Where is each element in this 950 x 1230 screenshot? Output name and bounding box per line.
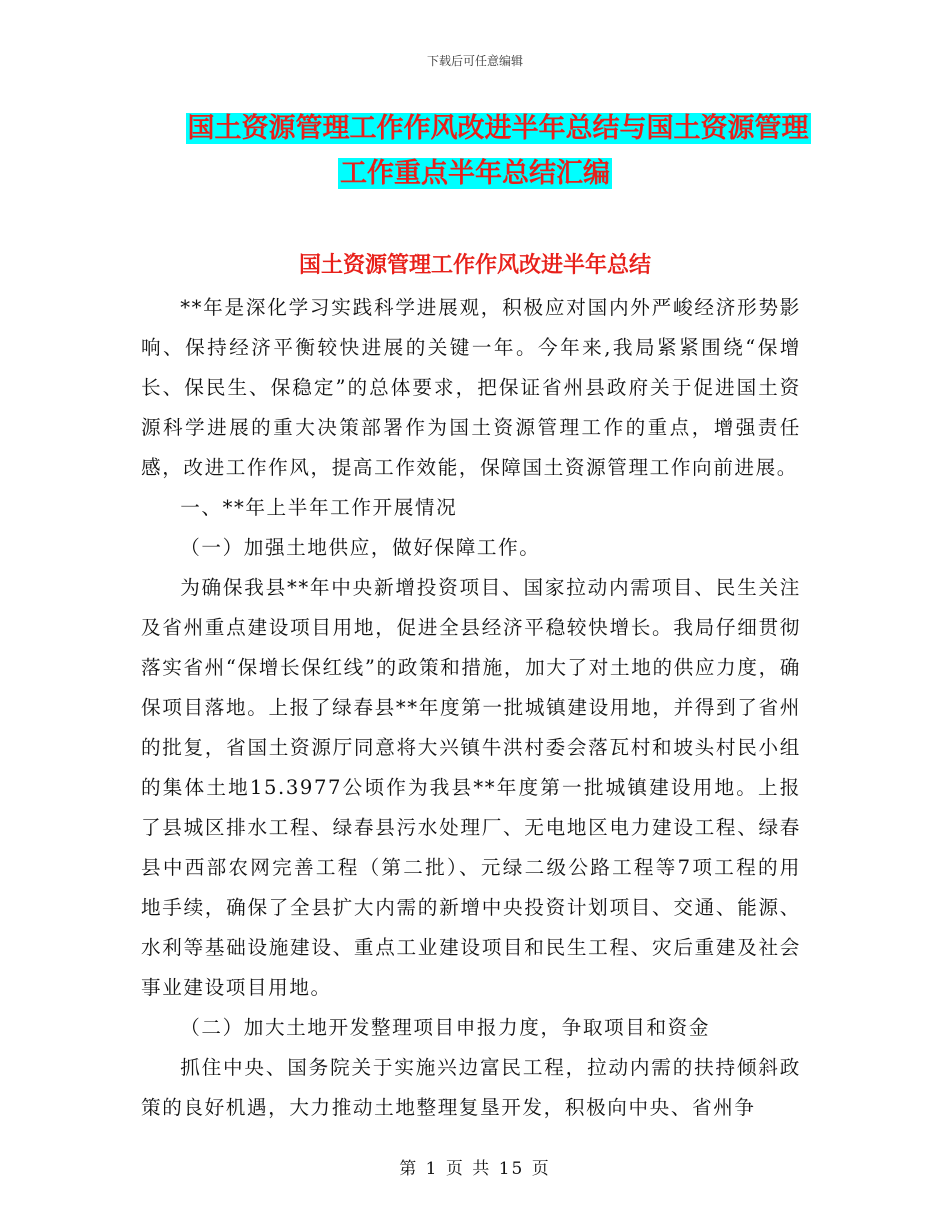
page-footer: 第 1 页 共 15 页 bbox=[399, 1159, 551, 1179]
heading-section-1: 一、**年上半年工作开展情况 bbox=[180, 496, 458, 519]
paragraph-intro: **年是深化学习实践科学进展观，积极应对国内外严峻经济形势影响、保持经济平衡较快进展的关键一年。今年来,我局紧紧围绕“保增长、保民生、保稳定”的总体要求，把保证省州县政府关于促进国土资源科学进展的重大决策部署作为国土资源管理工作的重点，增强责任感，改进工作作风，提高工作效能，保障国土资源管理工作向前进展。 bbox=[141, 296, 801, 479]
header-note: 下载后可任意编辑 bbox=[426, 54, 523, 68]
title-highlight-1: 国土资源管理工作作风改进半年总结与国土资源管理 bbox=[187, 113, 809, 144]
document-body bbox=[141, 288, 801, 1128]
heading-subsection-2: （二）加大土地开发整理项目申报力度，争取项目和资金 bbox=[180, 1016, 711, 1039]
section-title: 国土资源管理工作作风改进半年总结 bbox=[298, 253, 651, 278]
paragraph-land-development: 抓住中央、国务院关于实施兴边富民工程，拉动内需的扶持倾斜政策的良好机遇，大力推动土地整理复垦开发，积极向中央、省州争 bbox=[141, 1056, 801, 1119]
title-highlight-2: 工作重点半年总结汇编 bbox=[340, 158, 610, 189]
document-title-line-1 bbox=[0, 111, 950, 147]
heading-subsection-1: （一）加强土地供应，做好保障工作。 bbox=[180, 536, 541, 559]
document-title-line-2 bbox=[0, 156, 950, 192]
paragraph-land-supply: 为确保我县**年中央新增投资项目、国家拉动内需项目、民生关注及省州重点建设项目用地，促进全县经济平稳较快增长。我局仔细贯彻落实省州“保增长保红线”的政策和措施，加大了对土地的供应力度，确保项目落地。上报了绿春县**年度第一批城镇建设用地，并得到了省州的批复，省国土资源厅同意将大兴镇牛洪村委会落瓦村和坡头村民小组的集体土地15.3977公顷作为我县**年度第一批城镇建设用地。上报了县城区排水工程、绿春县污水处理厂、无电地区电力建设工程、绿春县中西部农网完善工程（第二批）、元绿二级公路工程等7项工程的用地手续，确保了全县扩大内需的新增中央投资计划项目、交通、能源、水利等基础设施建设、重点工业建设项目和民生工程、灾后重建及社会事业建设项目用地。 bbox=[141, 576, 801, 999]
